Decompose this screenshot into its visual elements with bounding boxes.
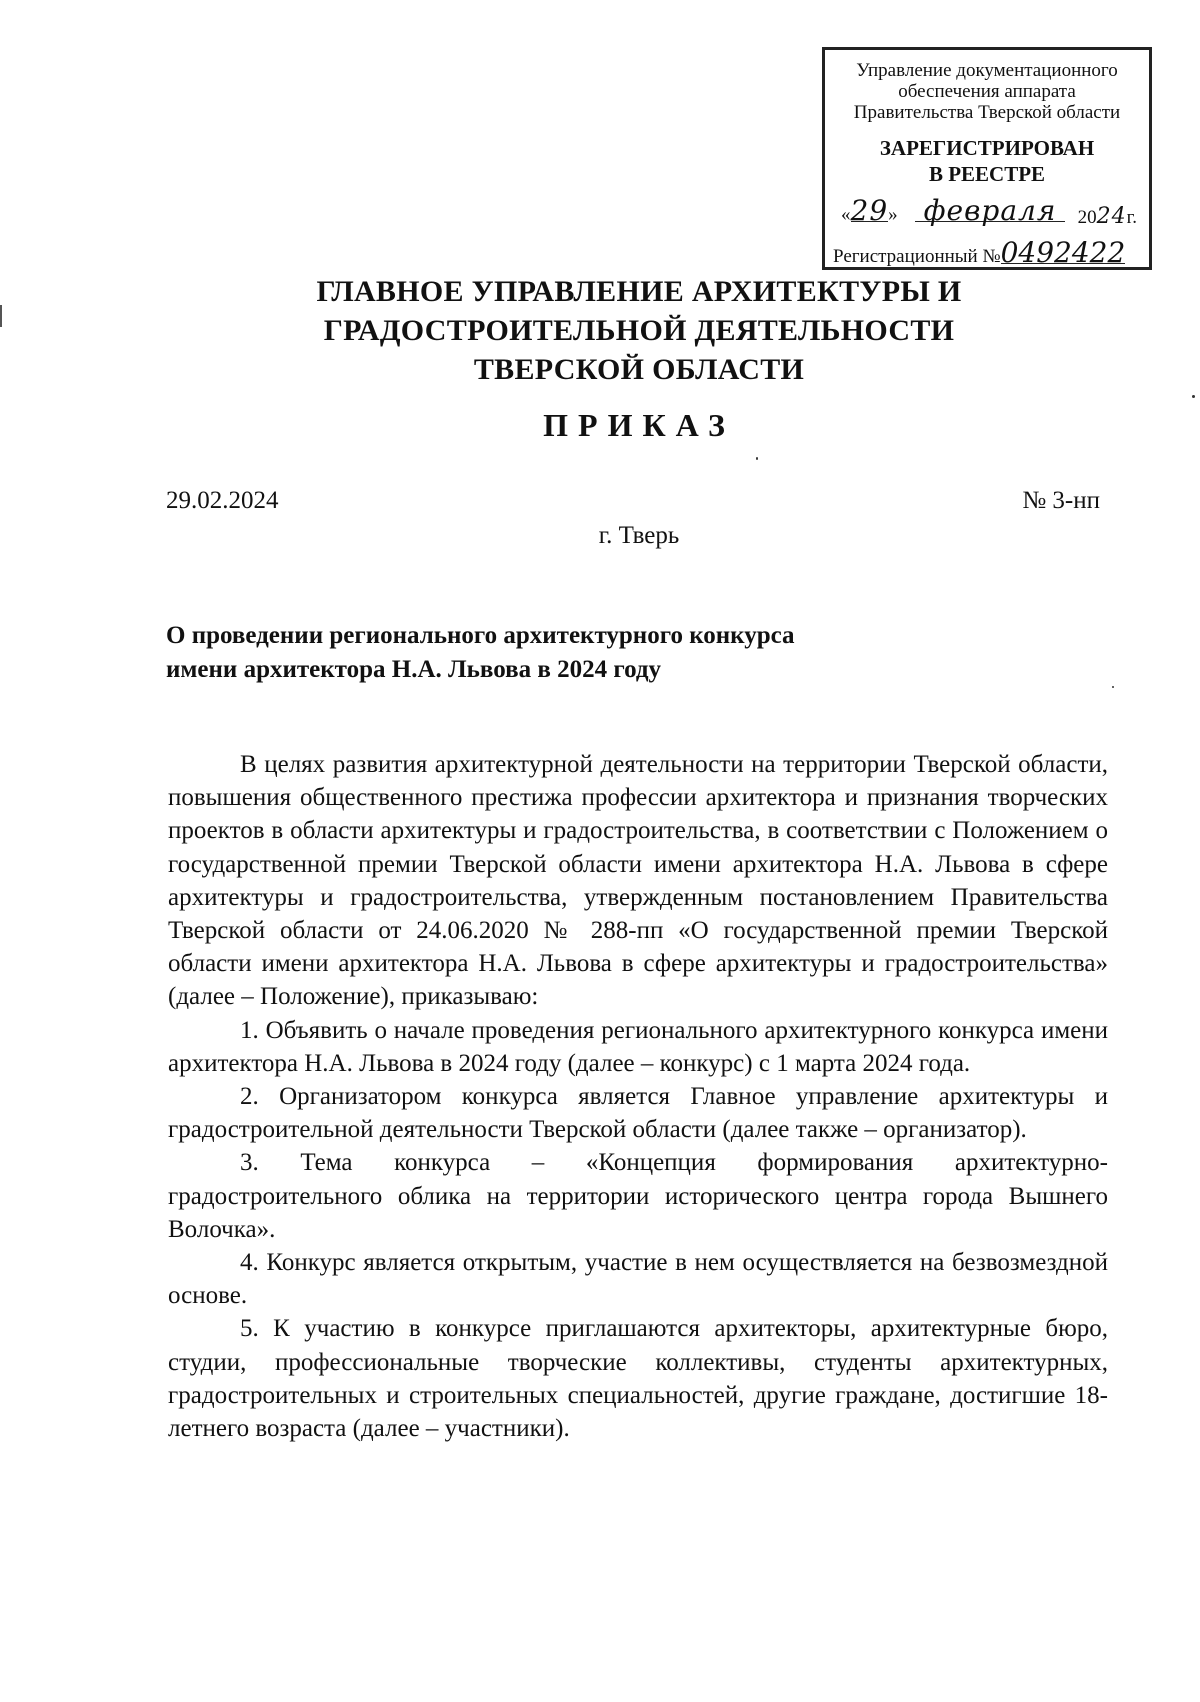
stamp-org-line-3: Правительства Тверской области — [853, 102, 1121, 123]
clause-5: 5. К участию в конкурсе приглашаются архитекторы, архитектурные бюро, студии, профессиональные творческие коллективы, студенты архитектурных, градостроительных и строительных специальностей, другие граждане, достигшие 18-летнего возраста (далее – участники). — [168, 1315, 1108, 1443]
stamp-org-line-2: обеспечения аппарата — [898, 81, 1076, 102]
order-date: 29.02.2024 — [166, 487, 279, 514]
stamp-year: 2024г. — [1077, 204, 1137, 229]
issuer-heading — [0, 272, 1200, 389]
subject-line-1: О проведении регионального архитектурного конкурса — [166, 622, 795, 649]
stamp-month: февраля — [915, 200, 1065, 222]
stamp-status-line-1: ЗАРЕГИСТРИРОВАН — [879, 136, 1095, 160]
stamp-status — [825, 135, 1149, 187]
heading-line-3: ТВЕРСКОЙ ОБЛАСТИ — [473, 353, 805, 386]
stamp-status-line-2: В РЕЕСТРЕ — [928, 162, 1046, 186]
subject-line-2: имени архитектора Н.А. Львова в 2024 году — [166, 656, 661, 683]
document-type-title: ПРИКАЗ — [543, 407, 735, 443]
clause-2: 2. Организатором конкурса является Главное управление архитектуры и градостроительной деятельности Тверской области (далее также – организатор). — [168, 1083, 1108, 1144]
stamp-date-line — [835, 194, 1141, 234]
scan-speck — [0, 305, 2, 327]
clause-1: 1. Объявить о начале проведения регионального архитектурного конкурса имени архитектора Н.А. Львова в 2024 году (далее – конкурс) с 1 марта 2024 года. — [168, 1016, 1108, 1077]
stamp-reg-label: Регистрационный № — [833, 246, 1001, 267]
stamp-reg-number: 0492422 — [1000, 236, 1126, 269]
preamble-paragraph: В целях развития архитектурной деятельности на территории Тверской области, повышения общественного престижа профессии архитектора и признания творческих проектов в области архитектуры и градостроительства, в соответствии с Положением о государственной премии Тверской области имени архитектора Н.А. Львова в сфере архитектуры и градостроительства, утвержденным постановлением Правительства Тверской области от 24.06.2020 № 288-пп «О государственной премии Тверской области имени архитектора Н.А. Львова в сфере архитектуры и градостроительства» (далее – Положение), приказываю: — [168, 751, 1108, 1011]
scan-speck — [756, 457, 758, 460]
order-city: г. Тверь — [598, 522, 680, 549]
order-number: № 3-нп — [1022, 487, 1100, 514]
scan-speck — [1112, 686, 1114, 688]
order-subject — [166, 619, 926, 687]
registration-stamp — [822, 47, 1152, 270]
stamp-day: «29» — [841, 194, 898, 227]
scan-speck — [1192, 395, 1195, 398]
heading-line-1: ГЛАВНОЕ УПРАВЛЕНИЕ АРХИТЕКТУРЫ И — [316, 275, 962, 308]
stamp-org-line-1: Управление документационного — [856, 60, 1118, 81]
stamp-organization — [825, 60, 1149, 123]
clause-4: 4. Конкурс является открытым, участие в нем осуществляется на безвозмездной основе. — [168, 1249, 1108, 1310]
clause-3: 3. Тема конкурса – «Концепция формирования архитектурно-градостроительного облика на территории исторического центра города Вышнего Волочка». — [168, 1149, 1108, 1243]
order-body — [168, 748, 1108, 1445]
stamp-registration-number — [833, 236, 1141, 269]
heading-line-2: ГРАДОСТРОИТЕЛЬНОЙ ДЕЯТЕЛЬНОСТИ — [323, 314, 955, 347]
